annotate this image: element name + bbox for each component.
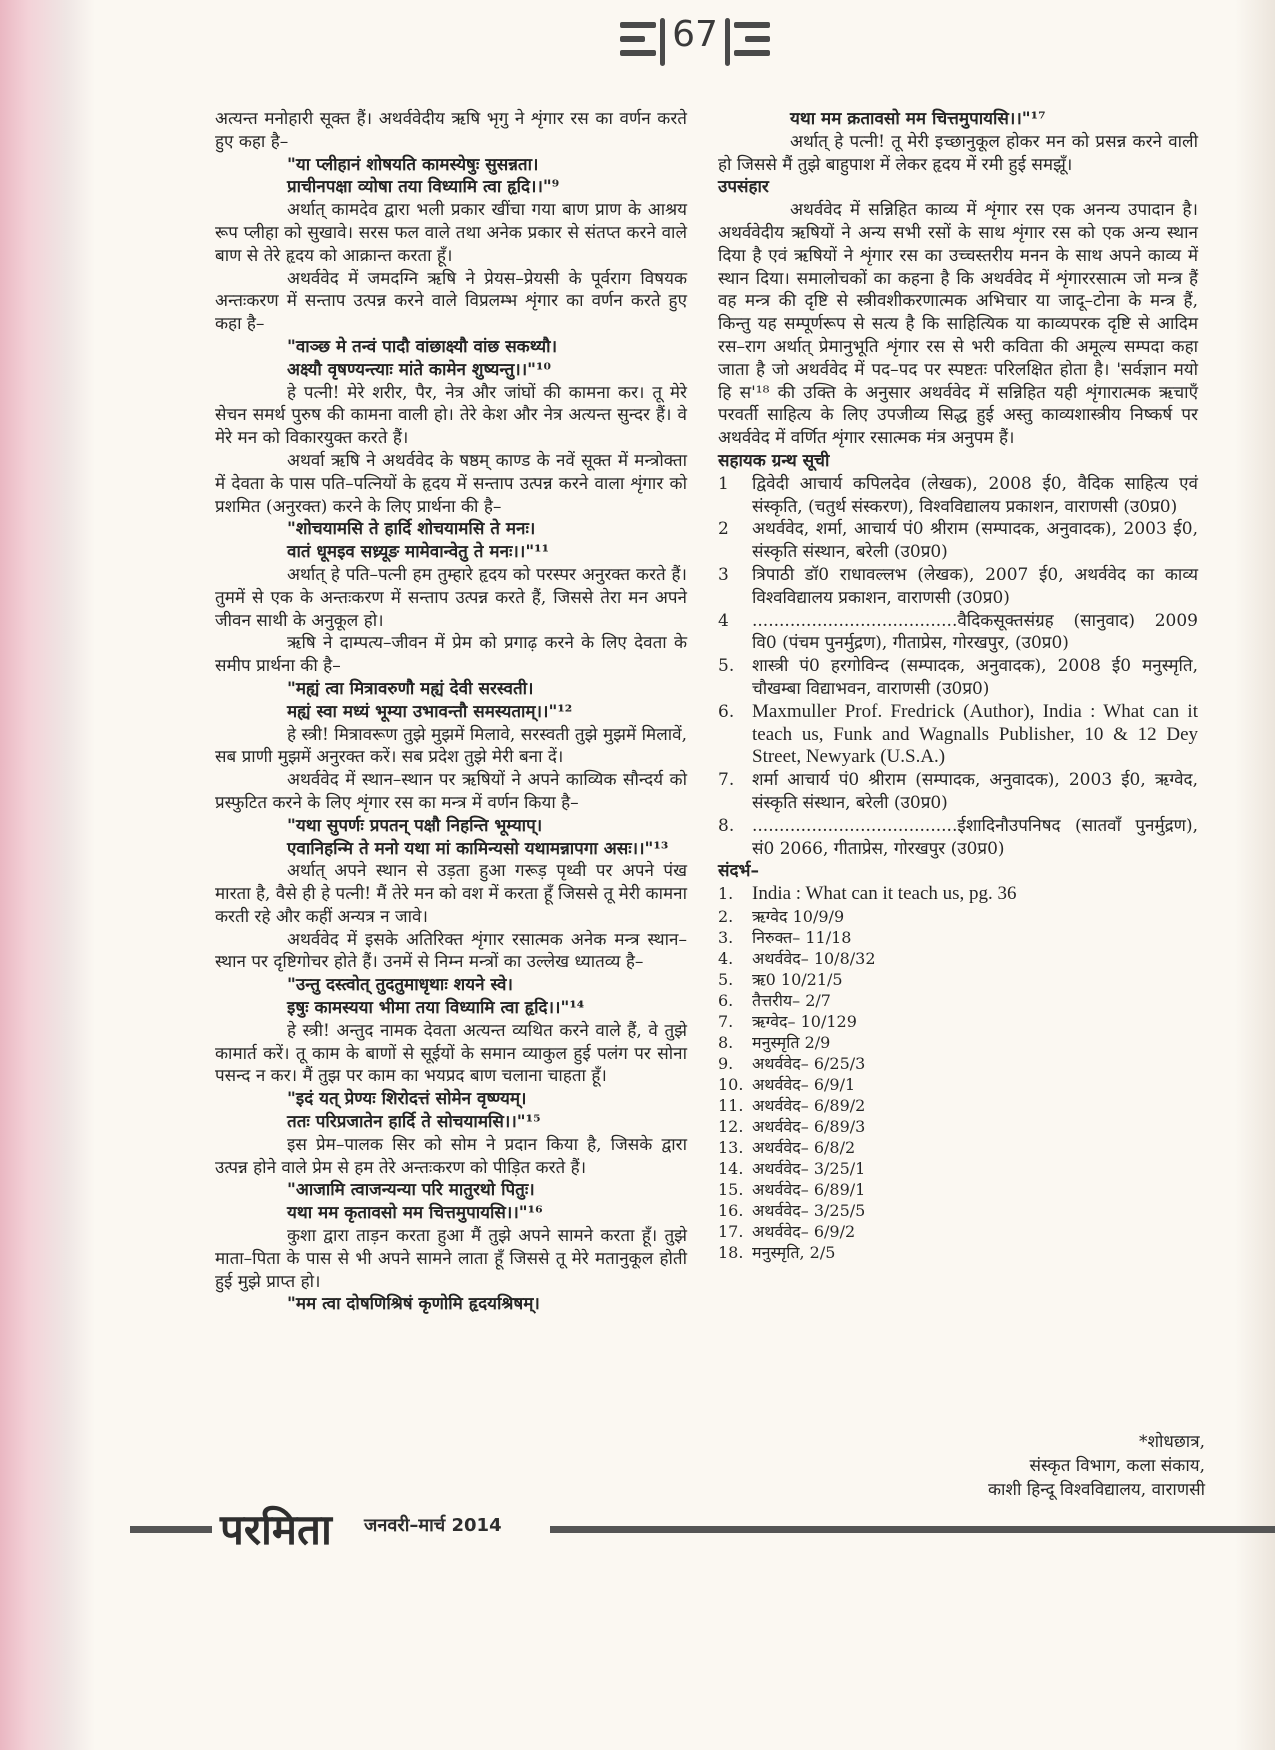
paragraph: अथर्ववेद में जमदग्नि ऋषि ने प्रेयस–प्रेयसी के पूर्वराग विषयक अन्तःकरण में सन्ताप उत्पन्न करने वाले विप्रलम्भ शृंगार का वर्णन करते हुए कहा है– (215, 268, 687, 335)
item-text: निरुक्त– 11/18 (752, 927, 852, 947)
book-spine-shadow (0, 0, 95, 1750)
item-number: 2. (718, 906, 734, 926)
verse-line: प्राचीनपक्षा व्योषा तया विध्यामि त्वा हृदि।।"⁹ (287, 177, 560, 198)
verse-line: इषुः कामस्यया भीमा तया विध्यामि त्वा हृदि।।"¹⁴ (287, 998, 585, 1019)
verse-line: "शोचयामसि ते हार्दि शोचयामसि ते मनः। (287, 519, 536, 540)
verse-line: वातं धूमइव सध्र्यूङ मामेवान्वेतु ते मनः।।"¹¹ (287, 542, 550, 563)
paragraph: कुशा द्वारा ताड़न करता हुआ मैं तुझे अपने सामने करता हूँ। तुझे माता–पिता के पास से भी अपने सामने लाता हूँ जिससे तू मेरे मतानुकूल होती हुई मुझे प्राप्त हो। (215, 1226, 687, 1292)
item-number: 13. (718, 1137, 744, 1157)
bibliography-list (718, 473, 1198, 861)
paragraph: अथर्ववेद में इसके अतिरिक्त शृंगार रसात्मक अनेक मन्त्र स्थान–स्थान पर दृष्टिगोचर होते हैं। उनमें से निम्न मन्त्रों का उल्लेख ध्यातव्य है– (215, 929, 687, 973)
verse-line: एवानिहन्मि ते मनो यथा मां कामिन्यसो यथामन्नापगा असः।।"¹³ (287, 838, 669, 859)
item-text: ......................................वैदिकसूक्तसंग्रह (सानुवाद) 2009 वि0 (पंचम पुनर्मुद्रण), गीताप्रेस, गोरखपुर, (उ0प्र0) (752, 610, 1198, 654)
notes-list (718, 883, 1198, 1263)
item-text: शर्मा आचार्य पं0 श्रीराम (सम्पादक, अनुवादक), 2003 ई0, ऋग्वेद, संस्कृति संस्थान, बरेली (उ0प्र0) (752, 770, 1198, 813)
item-number: 17. (718, 1221, 744, 1241)
item-text: अथर्ववेद– 3/25/1 (752, 1158, 866, 1178)
list-item (718, 1179, 1198, 1200)
page-number-ornament (620, 12, 770, 72)
list-item (718, 906, 1198, 927)
list-item (718, 701, 1198, 769)
item-text: मनुस्मृति 2/9 (752, 1032, 831, 1052)
right-column (718, 108, 1198, 1263)
paragraph: अर्थात् हे पत्नी! तू मेरी इच्छानुकूल होकर मन को प्रसन्न करने वाली हो जिससे मैं तुझे बाहुपाश में लेकर हृदय में रमी हुई समझूँ। (718, 131, 1198, 175)
item-text: अथर्ववेद, शर्मा, आचार्य पं0 श्रीराम (सम्पादक, अनुवादक), 2003 ई0, संस्कृति संस्थान, बरेली (उ0प्र0) (752, 519, 1198, 563)
list-item (718, 564, 1198, 610)
item-number: 5. (718, 656, 735, 677)
item-text: ऋग्वेद– 10/129 (752, 1011, 857, 1031)
ornament-bars-left (620, 22, 656, 62)
list-item (718, 883, 1198, 906)
list-item (718, 769, 1198, 815)
paragraph: हे स्त्री! अन्तुद नामक देवता अत्यन्त व्यथित करने वाले हैं, वे तुझे कामार्त करें। तू काम के बाणों से सूईयों के समान व्याकुल हुई पलंग पर सोना पसन्द न कर। मैं तुझ पर काम का भयप्रद बाण चलाना चाहता हूँ। (215, 1020, 687, 1087)
verse-top: यथा मम क्रतावसो मम चित्तमुपायसि।।"¹⁷ (790, 109, 1046, 129)
author-univ: काशी हिन्दू विश्वविद्यालय, वाराणसी (987, 1480, 1205, 1500)
verse-line: "आजामि त्वाजन्यन्या परि मातुरथो पितुः। (287, 1180, 535, 1201)
verse-line: "यथा सुपर्णः प्रपतन् पक्षौ निहन्ति भूम्याप्। (287, 815, 543, 836)
paragraph: अर्थात् अपने स्थान से उड़ता हुआ गरूड़ पृथ्वी पर अपने पंख मारता है, वैसे ही हे पत्नी! मैं तेरे मन को वश में करता हूँ जिससे तू मेरी कामना करती रहे और कहीं अन्यत्र न जावे। (215, 861, 687, 927)
paragraph: अर्थात् कामदेव द्वारा भली प्रकार खींचा गया बाण प्राण के आश्रय रूप प्लीहा को सुखावे। सरस फल वाले तथा अनेक प्रकार से संतप्त करने वाले बाण से तेरे हृदय को आक्रान्त करता हूँ। (215, 200, 687, 266)
paragraph: अथर्ववेद में स्थान–स्थान पर ऋषियों ने अपने काव्यिक सौन्दर्य को प्रस्फुटित करने के लिए शृंगार रस का मन्त्र में वर्णन किया है– (215, 770, 687, 813)
item-text: शास्त्री पं0 हरगोविन्द (सम्पादक, अनुवादक), 2008 ई0 मनुस्मृति, चौखम्बा विद्याभवन, वाराणसी (उ0प्र0) (752, 656, 1198, 699)
item-number: 6. (718, 990, 734, 1010)
item-number: 8. (718, 815, 735, 836)
paragraph: अर्थात् हे पति–पत्नी हम तुम्हारे हृदय को परस्पर अनुरक्त करते हैं। तुममें से एक के अन्तःकरण में सन्ताप उत्पन्न करते हैं, जिससे तेरा मन अपने जीवन साथी के अनुकूल हो। (215, 564, 687, 631)
item-number: 5. (718, 969, 734, 989)
list-item (718, 1200, 1198, 1221)
page-edge (1235, 0, 1275, 1750)
list-item (718, 1011, 1198, 1032)
list-item (718, 1116, 1198, 1137)
verse-line: मह्यं स्वा मध्यं भूम्या उभावन्तौ समस्यताम्।।"¹² (287, 701, 573, 722)
item-text: India : What can it teach us, pg. 36 (752, 883, 1017, 905)
footer-rule-right (550, 1526, 1275, 1533)
paragraph: हे पत्नी! मेरे शरीर, पैर, नेत्र और जांघों की कामना कर। तू मेरे सेचन समर्थ पुरुष की कामना वाली हो। तेरे केश और नेत्र अत्यन्त सुन्दर हैं। वे मेरे मन को विकारयुक्त करते हैं। (215, 382, 687, 449)
item-text: Maxmuller Prof. Fredrick (Author), India : What can it teach us, Funk and Wagnalls Publisher, 10 & 12 Dey Street, Newyark (U.S.A.) (752, 700, 1198, 768)
item-text: अथर्ववेद– 3/25/5 (752, 1200, 866, 1220)
item-text: अथर्ववेद– 6/9/1 (752, 1074, 856, 1094)
list-item (718, 473, 1198, 519)
item-number: 7. (718, 770, 735, 791)
item-number: 3 (718, 564, 729, 585)
item-text: मनुस्मृति, 2/5 (752, 1242, 836, 1262)
list-item (718, 518, 1198, 564)
item-number: 6. (718, 701, 735, 722)
item-number: 18. (718, 1242, 744, 1262)
issue-date: जनवरी–मार्च 2014 (364, 1515, 502, 1536)
author-role: *शोधछात्र, (1138, 1432, 1205, 1452)
paragraph: इस प्रेम–पालक सिर को सोम ने प्रदान किया है, जिसके द्वारा उत्पन्न होने वाले प्रेम से हम तेरे अन्तःकरण को पीड़ित करते हैं। (215, 1134, 687, 1178)
item-number: 11. (718, 1095, 744, 1115)
bibliography-heading: सहायक ग्रन्थ सूची (718, 450, 830, 471)
item-number: 16. (718, 1200, 744, 1220)
list-item (718, 1137, 1198, 1158)
item-number: 9. (718, 1053, 734, 1073)
item-text: द्विवेदी आचार्य कपिलदेव (लेखक), 2008 ई0, वैदिक साहित्य एवं संस्कृति, (चतुर्थ संस्करण), विश्वविद्यालय प्रकाशन, वाराणसी (उ0प्र0) (752, 473, 1198, 517)
item-number: 10. (718, 1074, 744, 1094)
item-number: 8. (718, 1032, 734, 1052)
list-item (718, 990, 1198, 1011)
item-text: ......................................ईशादिनौउपनिषद (सातवाँ पुनर्मुद्रण), सं0 2066, गीताप्रेस, गोरखपुर (उ0प्र0) (752, 815, 1198, 859)
verse-line: "इदं यत् प्रेण्यः शिरोदत्तं सोमेन वृष्ण्यम्। (287, 1089, 527, 1110)
list-item (718, 1158, 1198, 1179)
item-number: 4 (718, 610, 729, 631)
item-number: 7. (718, 1011, 734, 1031)
verse-line: "उन्तु दस्त्वोत् तुदतुमाधृथाः शयने स्वे। (287, 975, 513, 996)
item-text: अथर्ववेद– 6/8/2 (752, 1137, 856, 1157)
author-note (880, 1430, 1205, 1502)
list-item (718, 1221, 1198, 1242)
ornament-bars-right (734, 22, 770, 62)
list-item (718, 948, 1198, 969)
journal-name: परमिता (220, 1505, 332, 1554)
list-item (718, 927, 1198, 948)
item-text: ऋग्वेद 10/9/9 (752, 906, 845, 926)
page-number: 67 (660, 14, 730, 55)
verse-line: "मम त्वा दोषणिश्रिषं कृणोमि हृदयश्रिषम्। (287, 1294, 540, 1315)
list-item (718, 1095, 1198, 1116)
conclusion-heading: उपसंहार (718, 177, 769, 198)
verse-line: यथा मम कृतावसो मम चित्तमुपायसि।।"¹⁶ (287, 1203, 543, 1224)
item-number: 15. (718, 1179, 744, 1199)
list-item (718, 969, 1198, 990)
item-number: 3. (718, 927, 734, 947)
left-column (215, 108, 687, 1316)
item-number: 12. (718, 1116, 744, 1136)
list-item (718, 1242, 1198, 1263)
verse-line: ततः परिप्रजातेन हार्दि ते सोचयामसि।।"¹⁵ (287, 1112, 541, 1133)
item-number: 14. (718, 1158, 744, 1178)
list-item (718, 815, 1198, 861)
conclusion-text: अथर्ववेद में सन्निहित काव्य में शृंगार रस एक अनन्य उपादान है। अथर्ववेदीय ऋषियों ने अन्य सभी रसों के साथ शृंगार रस को एक अन्य स्थान दिया है एवं ऋषियों ने शृंगार रस का उच्चस्तरीय मनन के साथ अपने काव्य में स्थान दिया। समालोचकों का कहना है कि अथर्ववेद में शृंगाररसात्म जो मन्त्र हैं वह मन्त्र की दृष्टि से स्त्रीवशीकरणात्मक अभिचार या जादू–टोना के मन्त्र हैं, किन्तु यह सम्पूर्णरूप से सत्य है कि साहित्यिक या काव्यपरक दृष्टि से आदिम रस–राग अर्थात् प्रेमानुभूति शृंगार रस से भरी कविता की अमूल्य सम्पदा कहा जाता है जो अथर्ववेद में पद–पद पर स्पष्टतः परिलक्षित होता है। 'सर्वज्ञान मयो हि स'¹⁸ की उक्ति के अनुसार अथर्ववेद में सन्निहित यही शृंगारात्मक ऋचाएँ परवर्ती साहित्य के लिए उपजीव्य सिद्ध हुई अस्तु काव्यशास्त्रीय निष्कर्ष पर अथर्ववेद में वर्णित शृंगार रसात्मक मंत्र अनुपम हैं। (718, 200, 1198, 449)
item-text: अथर्ववेद– 10/8/32 (752, 948, 876, 968)
paragraph: अथर्वा ऋषि ने अथर्ववेद के षष्ठम् काण्ड के नवें सूक्त में मन्त्रोक्ता में देवता के पास पति–पत्नियों के हृदय में सन्ताप उत्पन्न करने वाला शृंगार को प्रशमित (अनुरक्त) करने के लिए प्रार्थना की है– (215, 450, 687, 517)
item-text: तैत्तरीय– 2/7 (752, 990, 831, 1010)
item-number: 2 (718, 519, 729, 540)
list-item (718, 1074, 1198, 1095)
item-text: ऋ0 10/21/5 (752, 969, 843, 989)
footer-rule-left (130, 1526, 212, 1533)
item-text: त्रिपाठी डॉ0 राधावल्लभ (लेखक), 2007 ई0, अथर्ववेद का काव्य विश्वविद्यालय प्रकाशन, वाराणसी (उ0प्र0) (752, 564, 1198, 608)
verse-line: "वाञ्छ मे तन्वं पादौ वांछाक्ष्यौ वांछ सकथ्यौ। (287, 336, 558, 357)
item-text: अथर्ववेद– 6/89/1 (752, 1179, 866, 1199)
list-item (718, 1032, 1198, 1053)
verse-line: अक्ष्यौ वृषण्यन्त्याः मांते कामेन शुष्यन्तु।।"¹⁰ (287, 359, 551, 380)
item-text: अथर्ववेद– 6/89/3 (752, 1116, 866, 1136)
item-number: 1. (718, 884, 734, 904)
author-dept: संस्कृत विभाग, कला संकाय, (1029, 1456, 1205, 1476)
notes-heading: संदर्भ– (718, 861, 759, 882)
verse-line: "या प्लीहानं शोषयति कामस्येषुः सुसन्नता। (287, 154, 539, 175)
item-text: अथर्ववेद– 6/25/3 (752, 1053, 866, 1073)
paragraph: ऋषि ने दाम्पत्य–जीवन में प्रेम को प्रगाढ़ करने के लिए देवता के समीप प्रार्थना की है– (215, 633, 687, 677)
list-item (718, 655, 1198, 701)
paragraph: हे स्त्री! मित्रावरूण तुझे मुझमें मिलावे, सरस्वती तुझे मुझमें मिलावें, सब प्राणी मुझमें अनुरक्त करें। सब प्रदेश तुझे मेरी बना दें। (215, 724, 687, 768)
item-text: अथर्ववेद– 6/89/2 (752, 1095, 866, 1115)
list-item (718, 610, 1198, 656)
item-number: 1 (718, 473, 729, 494)
item-text: अथर्ववेद– 6/9/2 (752, 1221, 856, 1241)
paragraph: अत्यन्त मनोहारी सूक्त हैं। अथर्ववेदीय ऋषि भृगु ने शृंगार रस का वर्णन करते हुए कहा है– (215, 109, 687, 152)
item-number: 4. (718, 948, 734, 968)
verse-line: "मह्यं त्वा मित्रावरुणौ मह्यं देवी सरस्वती। (287, 678, 534, 699)
list-item (718, 1053, 1198, 1074)
